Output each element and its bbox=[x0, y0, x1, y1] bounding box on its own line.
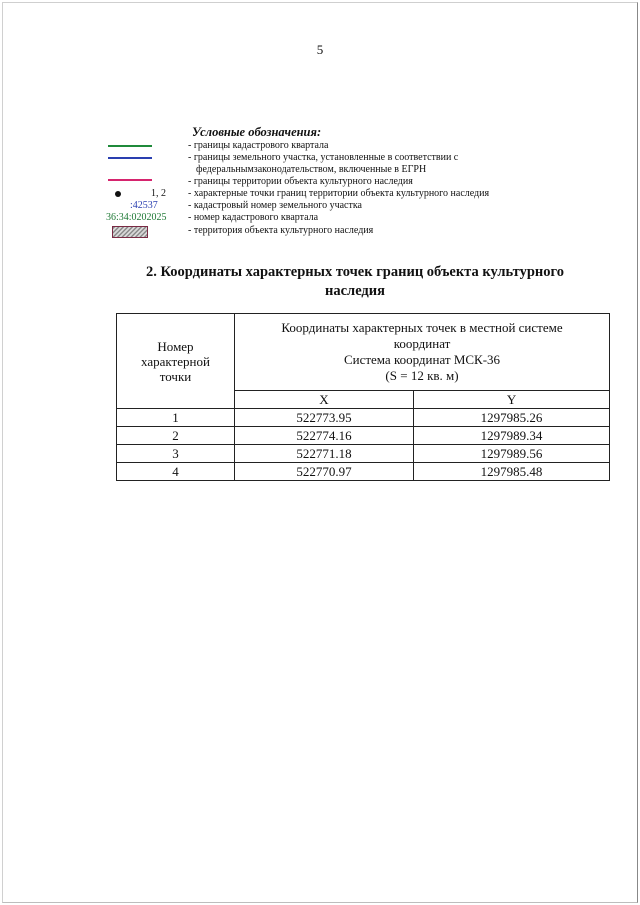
x-cell: 522771.18 bbox=[235, 445, 414, 463]
legend-item-text: - границы территории объекта культурного наследия bbox=[188, 176, 413, 187]
legend-item-heritage-territory bbox=[0, 225, 640, 238]
table-row bbox=[117, 409, 610, 427]
legend-item-text: - границы кадастрового квартала bbox=[188, 140, 329, 151]
table-row bbox=[117, 445, 610, 463]
point-number-cell: 4 bbox=[117, 463, 235, 481]
page-number: 5 bbox=[316, 42, 324, 57]
legend-item-text: - территория объекта культурного наследия bbox=[188, 225, 374, 236]
x-column-header: X bbox=[235, 390, 414, 408]
coordinates-header: Координаты характерных точек в местной системе координат Система координат МСК-36 (S = 12 кв. м) bbox=[235, 314, 610, 391]
point-number-cell: 1 bbox=[117, 409, 235, 427]
point-number-cell: 2 bbox=[117, 427, 235, 445]
quarter-number-label: 36:34:0202025 bbox=[106, 212, 167, 223]
legend-item-text: - характерные точки границ территории объекта культурного наследия bbox=[188, 188, 490, 199]
point-number-header: Номер характерной точки bbox=[117, 314, 235, 409]
legend-item-text: - границы земельного участка, установленные в соответствии с bbox=[188, 152, 459, 163]
section-heading bbox=[120, 263, 590, 301]
y-cell: 1297989.34 bbox=[414, 427, 610, 445]
hatch-pattern-icon bbox=[112, 226, 148, 238]
legend-item-quarter-number bbox=[0, 212, 640, 225]
table-row bbox=[117, 427, 610, 445]
parcel-number-label: :42537 bbox=[130, 200, 158, 211]
x-cell: 522774.16 bbox=[235, 427, 414, 445]
blue-line-icon bbox=[108, 157, 152, 159]
legend-title: Условные обозначения: bbox=[192, 125, 322, 139]
y-cell: 1297989.56 bbox=[414, 445, 610, 463]
legend-item-text: - номер кадастрового квартала bbox=[188, 212, 319, 223]
point-number-cell: 3 bbox=[117, 445, 235, 463]
y-column-header: Y bbox=[414, 390, 610, 408]
x-cell: 522773.95 bbox=[235, 409, 414, 427]
x-cell: 522770.97 bbox=[235, 463, 414, 481]
green-line-icon bbox=[108, 145, 152, 147]
table-row bbox=[117, 463, 610, 481]
point-label: 1, 2 bbox=[151, 188, 166, 199]
point-dot-icon bbox=[115, 191, 121, 197]
section-heading-line1: 2. Координаты характерных точек границ объекта культурного bbox=[146, 264, 564, 280]
legend-item-text: - кадастровый номер земельного участка bbox=[188, 200, 362, 211]
y-cell: 1297985.26 bbox=[414, 409, 610, 427]
legend-item-text-cont: федеральнымзаконодательством, включенные в ЕГРН bbox=[196, 164, 427, 175]
coordinates-table bbox=[116, 313, 610, 481]
section-heading-line2: наследия bbox=[325, 283, 385, 299]
magenta-line-icon bbox=[108, 179, 152, 181]
y-cell: 1297985.48 bbox=[414, 463, 610, 481]
